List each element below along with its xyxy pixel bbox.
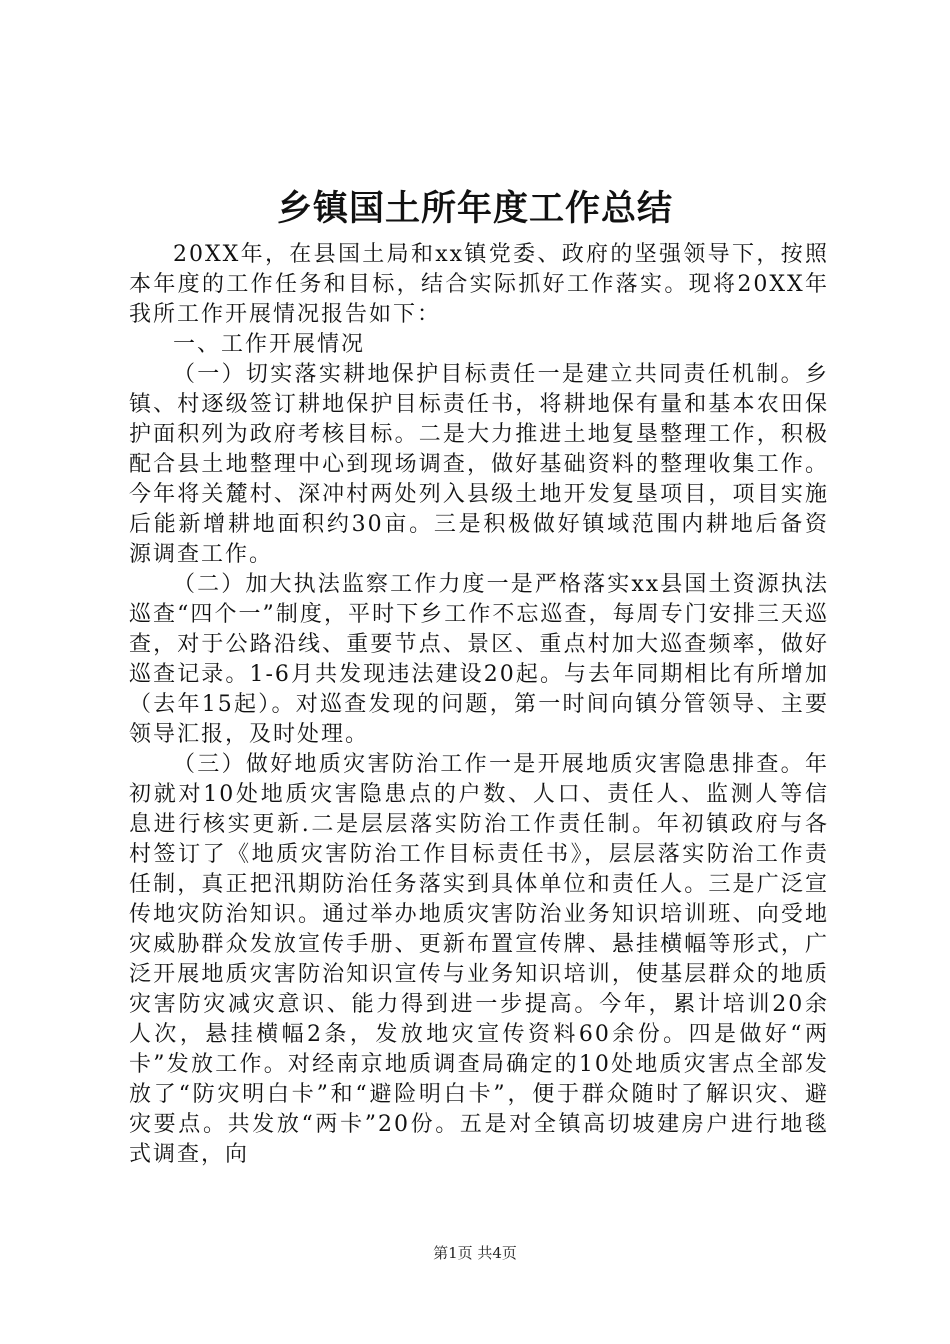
page-number-footer: 第1页 共4页 — [433, 1244, 517, 1262]
document-title: 乡镇国土所年度工作总结 — [276, 188, 673, 229]
intro-paragraph: 20XX年，在县国土局和xx镇党委、政府的坚强领导下，按照本年度的工作任务和目标，结合实际抓好工作落实。现将20XX年我所工作开展情况报告如下： — [129, 242, 829, 327]
paragraph-farmland-protection: （一）切实落实耕地保护目标责任一是建立共同责任机制。乡镇、村逐级签订耕地保护目标责任书，将耕地保有量和基本农田保护面积列为政府考核目标。二是大力推进土地复垦整理工作，积极配合县土地整理中心到现场调查，做好基础资料的整理收集工作。今年将关麓村、深冲村两处列入县级土地开发复垦项目，项目实施后能新增耕地面积约30亩。三是积极做好镇域范围内耕地后备资源调查工作。 — [129, 362, 829, 567]
paragraph-law-enforcement: （二）加大执法监察工作力度一是严格落实xx县国土资源执法巡查“四个一”制度，平时下乡工作不忘巡查，每周专门安排三天巡查，对于公路沿线、重要节点、景区、重点村加大巡查频率，做好巡查记录。1-6月共发现违法建设20起。与去年同期相比有所增加（去年15起）。对巡查发现的问题，第一时间向镇分管领导、主要领导汇报，及时处理。 — [129, 572, 829, 747]
paragraph-geological-disaster: （三）做好地质灾害防治工作一是开展地质灾害隐患排查。年初就对10处地质灾害隐患点的户数、人口、责任人、监测人等信息进行核实更新.二是层层落实防治工作责任制。年初镇政府与各村签订了《地质灾害防治工作目标责任书》，层层落实防治工作责任制，真正把汛期防治任务落实到具体单位和责任人。三是广泛宣传地灾防治知识。通过举办地质灾害防治业务知识培训班、向受地灾威胁群众发放宣传手册、更新布置宣传牌、悬挂横幅等形式，广泛开展地质灾害防治知识宣传与业务知识培训，使基层群众的地质灾害防灾减灾意识、能力得到进一步提高。今年，累计培训20余人次，悬挂横幅2条，发放地灾宣传资料60余份。四是做好“两卡”发放工作。对经南京地质调查局确定的10处地质灾害点全部发放了“防灾明白卡”和“避险明白卡”，便于群众随时了解识灾、避灾要点。共发放“两卡”20份。五是对全镇高切坡建房户进行地毯式调查，向 — [129, 752, 829, 1167]
document-body — [129, 240, 829, 1170]
section-heading-work-status: 一、工作开展情况 — [173, 332, 366, 357]
